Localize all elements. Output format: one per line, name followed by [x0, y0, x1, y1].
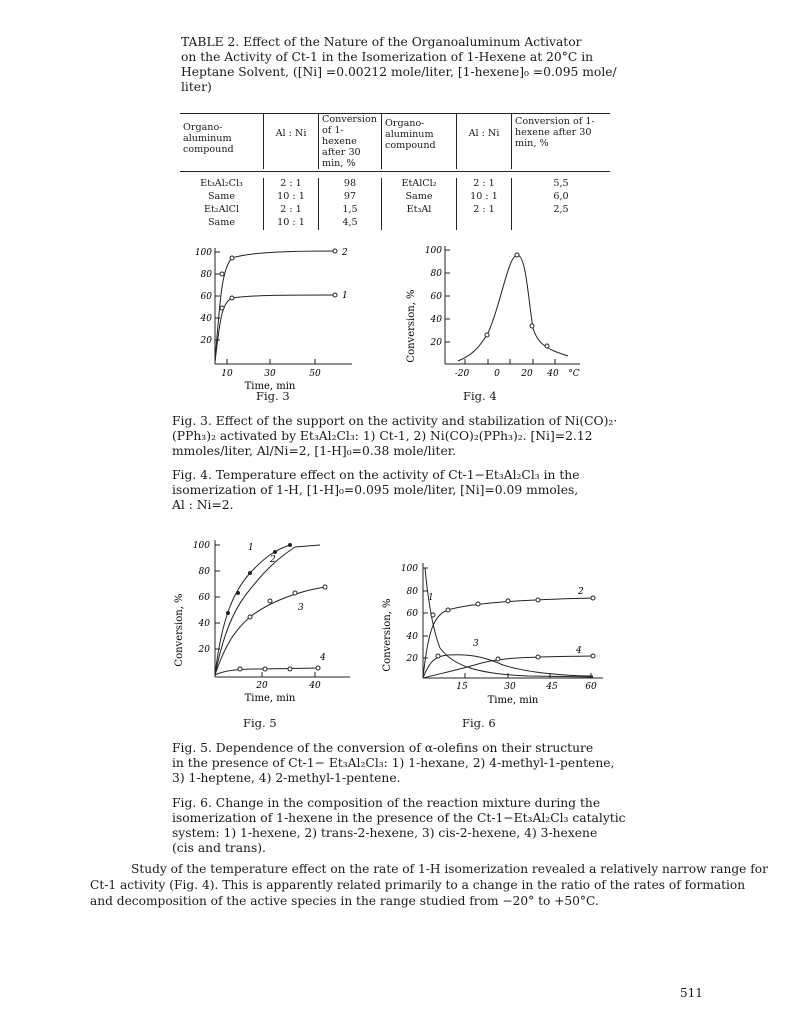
caption-line: Fig. 3. Effect of the support on the activity and stabilization of Ni(CO)₂· — [172, 414, 618, 428]
fig5-xtick-label: 20 — [256, 681, 268, 691]
fig5-yticks — [193, 541, 220, 655]
fig5-xtick-label: 40 — [309, 681, 321, 691]
fig5-point — [323, 585, 327, 589]
fig4-xtick-label: °C — [568, 369, 580, 379]
fig6-point — [591, 596, 595, 600]
fig5-point — [293, 591, 297, 595]
fig4-point — [515, 253, 519, 257]
fig3-curve-label: 1 — [342, 291, 348, 301]
fig3-xlabel: Time, min — [244, 381, 296, 392]
fig3-chart — [170, 238, 370, 400]
table-cell: 4,5 — [319, 217, 382, 230]
table-row — [180, 204, 610, 217]
table-row — [180, 217, 610, 230]
fig4-xtick-label: 0 — [494, 369, 500, 379]
fig6-curve-label: 4 — [576, 646, 582, 656]
fig4-xtick-label: 40 — [547, 369, 559, 379]
fig4-ylabel: Conversion, % — [406, 289, 417, 363]
fig4-ytick-label: 60 — [430, 292, 442, 302]
fig5-xticks — [255, 672, 321, 691]
fig5-point — [238, 667, 242, 671]
fig5-point — [248, 571, 252, 575]
caption-line: (cis and trans). — [172, 841, 266, 855]
fig3-point — [230, 296, 234, 300]
table-cell: 2 : 1 — [457, 204, 512, 217]
fig6-caption: Fig. 6 — [462, 716, 496, 730]
fig6-point — [536, 598, 540, 602]
fig6-point — [436, 654, 440, 658]
table-cell: 10 : 1 — [264, 217, 319, 230]
fig6-curve-label: 3 — [473, 639, 479, 649]
fig4-caption: Fig. 4 — [463, 389, 497, 403]
fig5-ytick-label: 80 — [198, 567, 210, 577]
table-header-cell: Al : Ni — [457, 114, 512, 169]
table-2 — [180, 113, 610, 230]
fig5-curve-1 — [215, 545, 290, 675]
table-cell: 6,0 — [553, 191, 569, 202]
table-cell: 98 — [319, 178, 382, 191]
table-cell: Et₃Al — [382, 204, 457, 217]
caption-line: mmoles/liter, Al/Ni=2, [1-H]₀=0.38 mole/liter. — [172, 444, 457, 458]
fig4-point — [545, 344, 549, 348]
fig3-xtick-label: 50 — [309, 369, 321, 379]
fig5-point — [288, 667, 292, 671]
fig6-ytick-label: 80 — [406, 587, 418, 597]
fig5-curve-label: 3 — [298, 603, 304, 613]
caption-line: system: 1) 1-hexene, 2) trans-2-hexene, 3) cis-2-hexene, 4) 3-hexene — [172, 826, 598, 840]
fig6-xlabel: Time, min — [487, 695, 539, 706]
fig4-xtick-label: 20 — [521, 369, 533, 379]
fig6-description — [172, 796, 626, 856]
fig5-point — [248, 615, 252, 619]
fig5-point — [236, 591, 240, 595]
page-number: 511 — [680, 986, 703, 1000]
fig6-yticks — [401, 564, 428, 664]
fig5-point — [263, 667, 267, 671]
fig5-point — [268, 599, 272, 603]
caption-line: in the presence of Ct-1− Et₃Al₂Cl₃: 1) 1-hexane, 2) 4-methyl-1-pentene, — [172, 756, 615, 770]
fig3-xticks — [221, 359, 321, 379]
fig6-xtick-label: 15 — [456, 682, 468, 692]
table-cell: 10 : 1 — [264, 191, 319, 204]
table-cell: Same — [180, 217, 264, 230]
table-caption-line: liter) — [181, 80, 212, 94]
body-line: Study of the temperature effect on the rate of 1-H isomerization revealed a relatively narrow range for — [131, 862, 768, 876]
fig3-ytick-label: 80 — [200, 270, 212, 280]
fig5-point — [273, 550, 277, 554]
fig4-ytick-label: 40 — [430, 315, 442, 325]
table-header-cell: Al : Ni — [264, 114, 319, 169]
fig5-ytick-label: 100 — [192, 541, 210, 551]
fig4-ytick-label: 20 — [430, 338, 442, 348]
fig3-ytick-label: 100 — [194, 248, 212, 258]
fig4-ytick-label: 100 — [424, 246, 442, 256]
fig3-point — [220, 272, 224, 276]
fig6-point — [496, 657, 500, 661]
caption-line: 3) 1-heptene, 4) 2-methyl-1-pentene. — [172, 771, 401, 785]
body-paragraph — [90, 861, 768, 909]
fig3-curve-label: 2 — [342, 248, 348, 258]
fig6-ytick-label: 100 — [400, 564, 418, 574]
fig5-curve-4 — [215, 668, 320, 675]
table-header-cell: Conversion of 1-hexene after 30 min, % — [515, 116, 595, 149]
body-line: and decomposition of the active species in the range studied from −20° to +50°C. — [90, 894, 599, 908]
fig4-chart — [400, 238, 590, 386]
table-row — [180, 178, 610, 191]
table-caption — [181, 35, 617, 95]
fig6-curve-1 — [425, 568, 593, 677]
table-caption-line: Heptane Solvent, ([Ni] =0.00212 mole/liter, [1-hexene]₀ =0.095 mole/ — [181, 65, 617, 79]
fig6-xtick-label: 30 — [504, 682, 516, 692]
caption-line: isomerization of 1-H, [1-H]₀=0.095 mole/liter, [Ni]=0.09 mmoles, — [172, 483, 579, 497]
fig4-yticks — [425, 246, 450, 348]
fig6-point — [591, 654, 595, 658]
fig4-curve — [458, 255, 568, 361]
fig3-curve-1 — [215, 295, 335, 362]
table-cell: 2,5 — [553, 204, 569, 215]
table-cell: 2 : 1 — [457, 178, 512, 191]
fig3-xtick-label: 30 — [264, 369, 276, 379]
fig3-ytick-label: 20 — [200, 336, 212, 346]
table-header-cell: Organo- aluminum compound — [180, 114, 264, 169]
fig5-xlabel: Time, min — [244, 693, 296, 704]
table-cell: Et₂AlCl — [180, 204, 264, 217]
fig3-ytick-label: 60 — [200, 292, 212, 302]
table-row — [180, 191, 610, 204]
fig5-curve-label: 4 — [320, 653, 326, 663]
fig5-chart — [170, 535, 370, 707]
fig6-ytick-label: 40 — [406, 632, 418, 642]
table-cell: 97 — [319, 191, 382, 204]
table-cell: Et₃Al₂Cl₃ — [180, 178, 264, 191]
table-cell: 2 : 1 — [264, 204, 319, 217]
fig6-ylabel: Conversion, % — [382, 598, 393, 672]
fig6-point — [476, 602, 480, 606]
fig5-ylabel: Conversion, % — [174, 593, 185, 667]
table-cell: 1,5 — [319, 204, 382, 217]
fig4-xtick-label: -20 — [454, 369, 470, 379]
table-cell: EtAlCl₂ — [382, 178, 457, 191]
table-header-cell: Conversion of 1-hexene after 30 min, % — [319, 114, 382, 169]
fig4-ytick-label: 80 — [430, 269, 442, 279]
fig5-curve-2 — [215, 545, 320, 675]
body-line: Ct-1 activity (Fig. 4). This is apparently related primarily to a change in the ratio of the rates of formation — [90, 878, 746, 892]
caption-line: Fig. 6. Change in the composition of the reaction mixture during the — [172, 796, 601, 810]
fig6-chart — [378, 560, 608, 710]
fig3-ytick-label: 40 — [200, 314, 212, 324]
table-2-grid — [180, 114, 610, 230]
fig6-curve-label: 1 — [428, 593, 434, 603]
fig6-point — [446, 608, 450, 612]
fig6-xtick-label: 60 — [585, 682, 597, 692]
table-caption-line: on the Activity of Ct-1 in the Isomerization of 1-Hexene at 20°C in — [181, 50, 594, 64]
fig5-point — [316, 666, 320, 670]
fig3-description — [172, 414, 617, 459]
fig4-xticks — [455, 359, 580, 379]
fig5-ytick-label: 20 — [198, 645, 210, 655]
table-caption-line: TABLE 2. Effect of the Nature of the Organoaluminum Activator — [181, 35, 582, 49]
fig5-curve-label: 2 — [270, 555, 276, 565]
caption-line: Al : Ni=2. — [172, 498, 234, 512]
table-cell: 2 : 1 — [264, 178, 319, 191]
caption-line: isomerization of 1-hexene in the presence of the Ct-1−Et₃Al₂Cl₃ catalytic — [172, 811, 626, 825]
fig4-point — [485, 333, 489, 337]
fig3-curve-2 — [215, 251, 335, 362]
fig5-ytick-label: 60 — [198, 593, 210, 603]
fig6-curve-label: 2 — [578, 587, 584, 597]
fig6-ytick-label: 60 — [406, 609, 418, 619]
fig3-yticks — [195, 248, 220, 346]
fig4-point — [530, 324, 534, 328]
fig6-point — [431, 613, 435, 617]
table-cell: Same — [382, 191, 457, 204]
fig3-point — [220, 306, 224, 310]
table-cell: Same — [180, 191, 264, 204]
table-header-cell: Organo- aluminum compound — [382, 114, 457, 169]
fig6-ytick-label: 20 — [406, 654, 418, 664]
fig5-curve-label: 1 — [248, 543, 254, 553]
fig3-point — [333, 293, 337, 297]
fig3-point — [333, 249, 337, 253]
table-cell: 5,5 — [553, 178, 569, 189]
fig3-xtick-label: 10 — [221, 369, 233, 379]
caption-line: Fig. 5. Dependence of the conversion of α-olefins on their structure — [172, 741, 594, 755]
table-cell: 10 : 1 — [457, 191, 512, 204]
fig3-caption: Fig. 3 — [256, 389, 290, 403]
fig5-ytick-label: 40 — [198, 619, 210, 629]
fig6-point — [506, 599, 510, 603]
fig5-description — [172, 741, 614, 786]
fig6-point — [536, 655, 540, 659]
caption-line: Fig. 4. Temperature effect on the activity of Ct-1−Et₃Al₂Cl₃ in the — [172, 468, 580, 482]
caption-line: (PPh₃)₂ activated by Et₃Al₂Cl₃: 1) Ct-1, 2) Ni(CO)₂(PPh₃)₂. [Ni]=2.12 — [172, 429, 593, 443]
fig5-caption: Fig. 5 — [243, 716, 277, 730]
fig6-xtick-label: 45 — [546, 682, 558, 692]
fig3-point — [230, 256, 234, 260]
fig5-point — [288, 543, 292, 547]
fig5-point — [226, 611, 230, 615]
fig4-description — [172, 468, 580, 513]
